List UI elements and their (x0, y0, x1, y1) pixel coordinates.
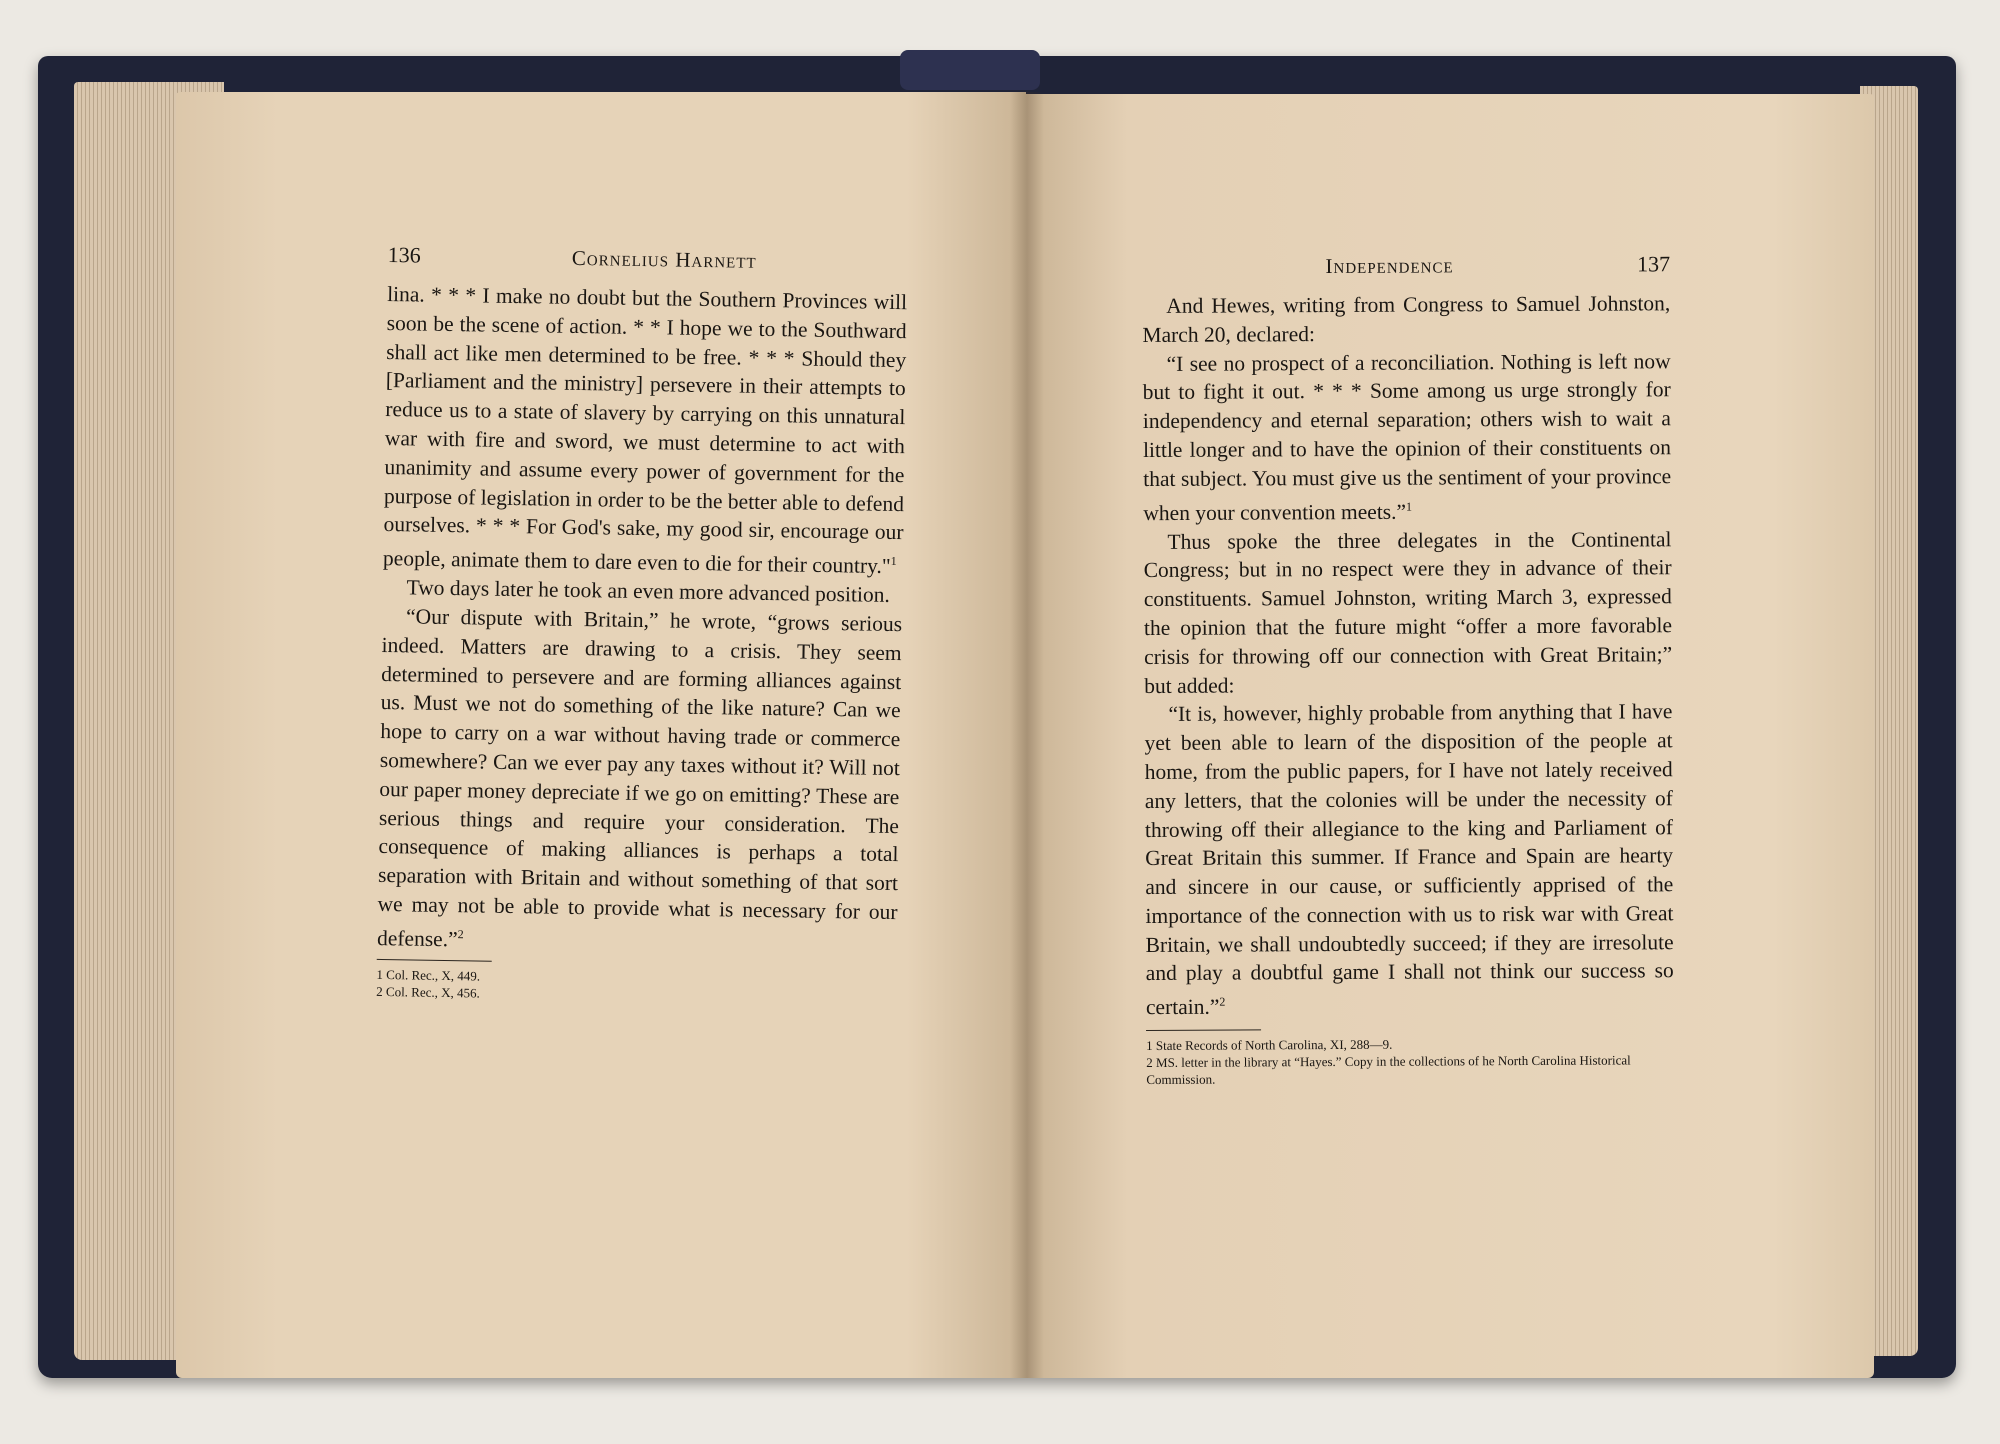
left-page-header (388, 242, 908, 276)
paragraph: “Our dispute with Britain,” he wrote, “grows serious indeed. Matters are drawing to a crisis. They seem determined to persevere and are forming alliances against us. Must we not do something of the like nature? Can we hope to carry on a war without having trade or commerce somewhere? Can we ever pay any taxes without it? Will not our paper money depreciate if we go on emitting? These are serious things and require your consideration. The consequence of making alliances is perhaps a total separation with Britain and without something of that sort we may not be able to provide what is necessary for our defense.”$^2$ (376, 604, 903, 952)
footnote-rule (1146, 1030, 1261, 1032)
left-page (176, 92, 1026, 1378)
book-spine (900, 50, 1040, 90)
right-footnotes (1146, 1034, 1674, 1088)
right-running-head: Independence (1325, 253, 1454, 279)
right-page-header (1142, 251, 1670, 280)
left-text-column (376, 242, 908, 1008)
paragraph: And Hewes, writing from Congress to Samuel Johnston, March 20, declared: (1142, 291, 1671, 347)
footnote-marker: 1 (1405, 499, 1413, 514)
footnote: 1 State Records of North Carolina, XI, 288—9. (1146, 1036, 1393, 1054)
left-footnotes (376, 966, 896, 1008)
book-gutter (1010, 92, 1044, 1378)
right-page-number: 137 (1636, 251, 1671, 277)
right-page (1026, 94, 1874, 1378)
paragraph: Thus spoke the three delegates in the Continental Congress; but in no respect were they in advance of their constituents. Samuel Johnston, writing March 3, expressed the opinion that the future might “offer a more favorable crisis for throwing off our connection with Great Britain;” but added: (1143, 526, 1673, 698)
right-body-text (1142, 289, 1674, 1022)
right-text-column (1142, 251, 1674, 1088)
footnote-marker: 2 (457, 926, 464, 941)
paragraph: “It is, however, highly probable from anything that I have yet been able to learn of the disposition of the people at home, from the public papers, for I have not lately received any letters, that the colonies will be under the necessity of throwing off their allegiance to the king and Parliament of Great Britain this summer. If France and Spain are hearty and sincere in our cause, or sufficiently apprised of the importance of the connection with us to risk war with Great Britain, we shall undoubtedly succeed; if they are irresolute and play a doubtful game I shall not think our success so certain.”$^2$ (1144, 699, 1674, 1020)
footnote-marker: 1 (890, 554, 897, 569)
footnote: 2 Col. Rec., X, 456. (376, 983, 480, 1001)
footnote-rule (377, 959, 492, 962)
footnote: 2 MS. letter in the library at “Hayes.” Copy in the collections of he North Carolina Historical Commission. (1146, 1052, 1631, 1088)
left-page-number: 136 (387, 242, 421, 268)
left-running-head: Cornelius Harnett (571, 245, 757, 273)
footnote-marker: 2 (1219, 994, 1226, 1009)
paragraph: “I see no prospect of a reconciliation. Nothing is left now but to fight it out. * * * Some among us urge strongly for independency and eternal separation; others wish to wait a little longer and to have the opinion of their constituents on that subject. You must give us the sentiment of your province when your convention meets.”$^1$ (1142, 348, 1672, 525)
footnote: 1 Col. Rec., X, 449. (376, 966, 481, 984)
paragraph: lina. * * * I make no doubt but the Southern Provinces will soon be the scene of action. * * I hope we to the Southward shall act like men determined to be free. * * * Should they [Parliament and the ministry] persevere in their attempts to reduce us to a state of slavery by carrying on this unnatural war with fire and sword, we must determine to act with unanimity and assume every power of government for the purpose of legislation in order to be the better able to defend ourselves. * * * For God's sake, my good sir, encourage our people, animate them to dare even to die for their country."$^1$ (382, 281, 908, 579)
paragraph: Two days later he took an even more advanced position. (406, 575, 891, 608)
left-body-text (377, 280, 908, 961)
